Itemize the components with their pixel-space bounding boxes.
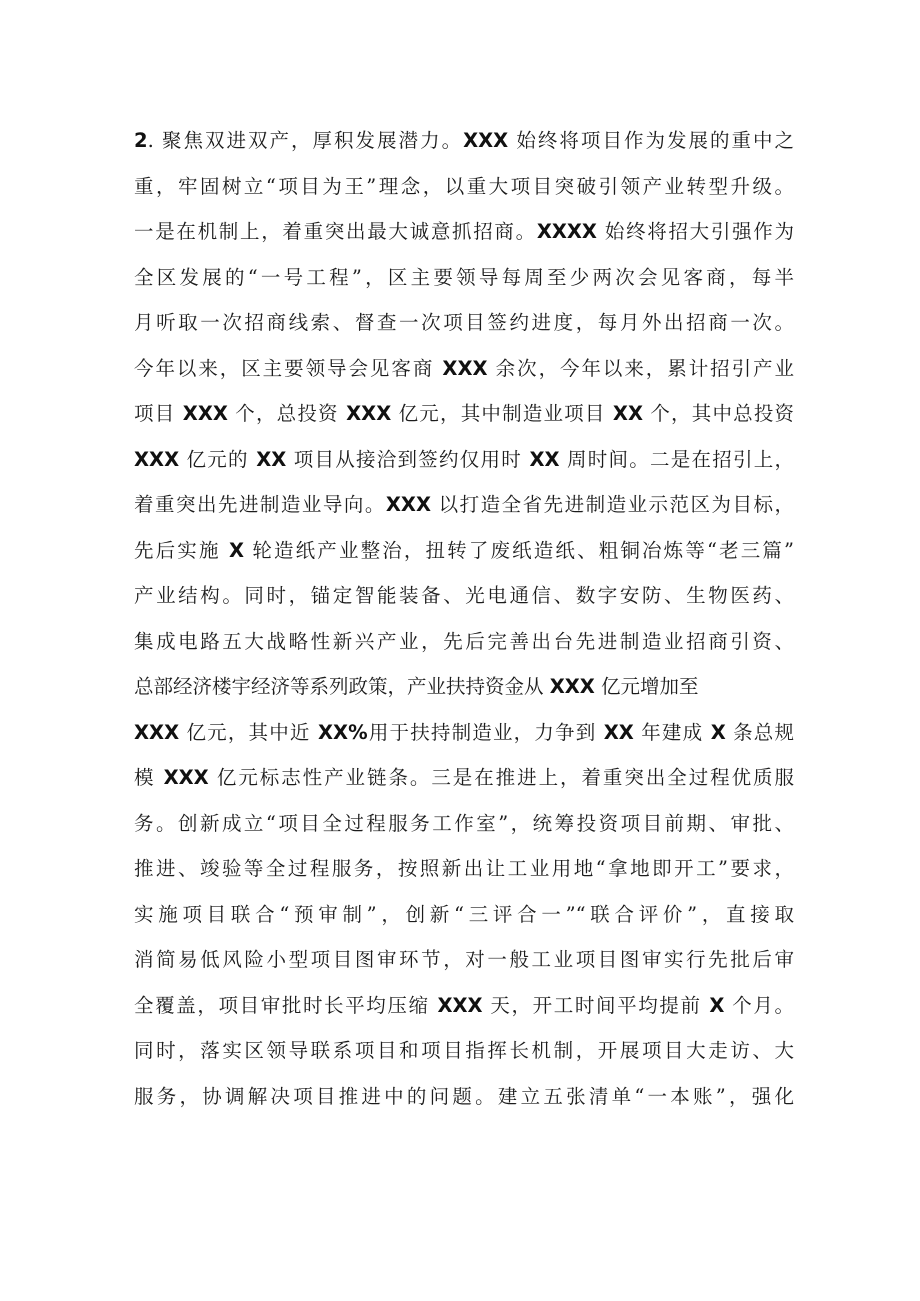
text-segment: 先后实施	[134, 538, 229, 562]
text-line	[134, 528, 794, 574]
text-segment: 周时间。二是在招引上，	[559, 447, 794, 471]
text-line	[134, 710, 794, 756]
placeholder-value: 2	[134, 129, 148, 152]
text-segment: 亿元，其中近	[179, 720, 319, 744]
text-segment: 着重突出先进制造业导向。	[134, 493, 386, 516]
text-line	[134, 391, 794, 437]
text-segment: 月听取一次招商线索、督查一次项目签约进度，每月外出招商一次。	[134, 311, 794, 334]
text-segment: 条总规	[725, 720, 794, 744]
placeholder-value: X	[710, 720, 726, 744]
text-line	[134, 164, 794, 210]
text-segment: 全区发展的“一号工程”，区主要领导每周至少两次会见客商，每半	[134, 265, 794, 289]
body-paragraph	[134, 118, 794, 1119]
text-segment: 服务，协调解决项目推进中的问题。建立五张清单“一本账”，强化	[134, 1084, 794, 1108]
text-segment: 亿元增加至	[594, 675, 699, 698]
text-segment: 个月。	[724, 993, 794, 1017]
placeholder-value: XXX	[163, 766, 209, 789]
placeholder-value: XXX	[463, 129, 509, 152]
placeholder-value: XXX	[437, 993, 483, 1017]
text-segment: 全覆盖，项目审批时长平均压缩	[134, 993, 438, 1017]
text-segment: 实施项目联合“预审制”，创新“三评合一”“联合评价”，直接取	[134, 902, 794, 926]
placeholder-value: XXX	[385, 493, 431, 516]
text-segment: 集成电路五大战略性新兴产业，先后完善出台先进制造业招商引资、	[134, 629, 794, 653]
text-line	[134, 801, 794, 847]
text-segment: 务。创新成立“项目全过程服务工作室”，统筹投资项目前期、审批、	[134, 811, 794, 835]
placeholder-value: XXX	[182, 402, 228, 425]
text-segment: 个，总投资	[227, 402, 347, 425]
text-segment: 消简易低风险小型项目图审环节，对一般工业项目图审实行先批后审	[134, 948, 794, 971]
text-segment: 用于扶持制造业，力争到	[367, 720, 604, 744]
text-line	[134, 300, 794, 346]
text-segment: 年建成	[633, 720, 711, 744]
text-segment: 重，牢固树立“项目为王”理念，以重大项目突破引领产业转型升级。	[134, 174, 794, 198]
text-segment: 亿元标志性产业链条。三是在推进上，着重突出全过程优质服	[208, 766, 794, 789]
placeholder-value: XX	[529, 447, 560, 471]
text-line	[134, 346, 794, 392]
placeholder-value: XXXX	[536, 220, 597, 243]
text-segment: 推进、竣验等全过程服务，按照新出让工业用地“拿地即开工”要求，	[134, 857, 794, 880]
placeholder-value: XXX	[549, 675, 595, 698]
text-line	[134, 255, 794, 301]
placeholder-value: XX%	[318, 720, 368, 744]
text-segment: . 聚焦双进双产，厚积发展潜力。	[147, 129, 464, 152]
text-segment: 项目从接洽到签约仅用时	[286, 447, 530, 471]
text-segment: 个，其中总投资	[642, 402, 794, 425]
placeholder-value: X	[228, 538, 244, 562]
text-segment: 同时，落实区领导联系项目和项目指挥长机制，开展项目大走访、大	[134, 1039, 794, 1062]
text-segment: 天，开工时间平均提前	[482, 993, 710, 1017]
text-line	[134, 437, 794, 483]
placeholder-value: XXX	[442, 356, 488, 380]
text-segment: 今年以来，区主要领导会见客商	[134, 356, 443, 380]
text-line	[134, 937, 794, 983]
text-line	[134, 1074, 794, 1120]
text-segment: 以打造全省先进制造业示范区为目标，	[430, 493, 794, 516]
placeholder-value: XX	[603, 720, 634, 744]
text-segment: 亿元的	[179, 447, 257, 471]
text-segment: 亿元，其中制造业项目	[391, 402, 613, 425]
text-segment: 模	[134, 766, 164, 789]
text-line	[134, 892, 794, 938]
text-line	[134, 983, 794, 1029]
text-line	[134, 1028, 794, 1074]
text-line	[134, 619, 794, 665]
placeholder-value: XXX	[134, 447, 180, 471]
placeholder-value: XX	[256, 447, 287, 471]
placeholder-value: XXX	[134, 720, 180, 744]
text-segment: 项目	[134, 402, 183, 425]
text-line	[134, 846, 794, 892]
placeholder-value: X	[709, 993, 725, 1017]
text-segment: 始终将项目作为发展的重中之	[508, 129, 794, 152]
text-line	[134, 209, 794, 255]
text-segment: 余次，今年以来，累计招引产业	[487, 356, 794, 380]
text-line	[134, 755, 794, 801]
text-segment: 一是在机制上，着重突出最大诚意抓招商。	[134, 220, 537, 243]
text-line	[134, 573, 794, 619]
text-line	[134, 664, 794, 710]
text-line	[134, 118, 794, 164]
text-segment: 产业结构。同时，锚定智能装备、光电通信、数字安防、生物医药、	[134, 584, 794, 607]
text-segment: 始终将招大引强作为	[596, 220, 794, 243]
text-line	[134, 482, 794, 528]
text-segment: 轮造纸产业整治，扭转了废纸造纸、粗铜冶炼等“老三篇”	[244, 538, 794, 562]
placeholder-value: XX	[612, 402, 643, 425]
placeholder-value: XXX	[346, 402, 392, 425]
text-segment: 总部经济楼宇经济等系列政策，产业扶持资金从	[134, 675, 550, 698]
